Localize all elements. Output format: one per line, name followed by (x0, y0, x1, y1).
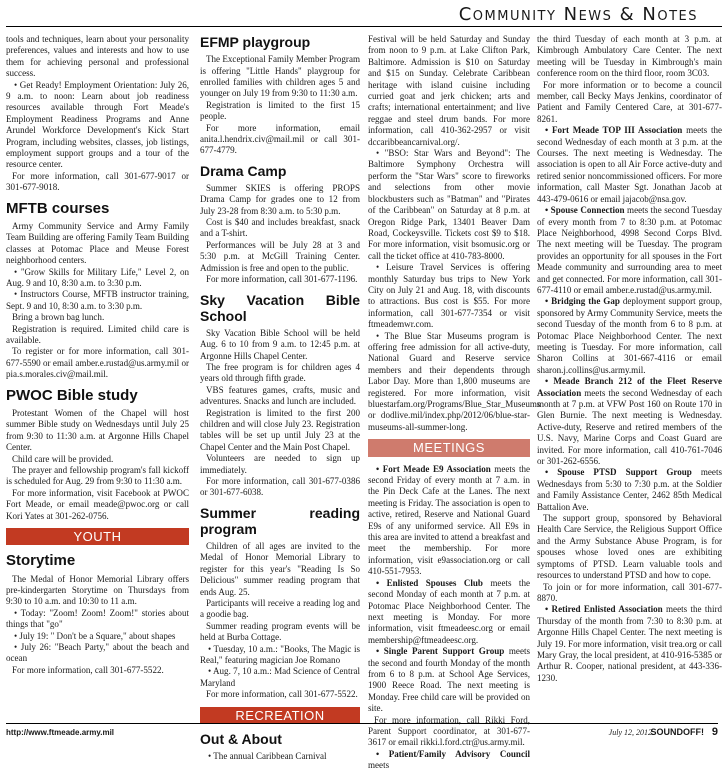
meeting-name: • Spouse PTSD Support Group (545, 467, 692, 478)
article-text: Summer reading program events will be held at Burba Cottage. (200, 620, 360, 643)
meeting-name: • Single Parent Support Group (376, 646, 505, 657)
article-text: For more information, visit Facebook at PWOC Fort Meade, or email meade@pwoc.org or call Kori Yates at 301-262-0756. (6, 487, 189, 521)
meeting-item (537, 205, 722, 296)
article-text: For more information, call 301-677-9017 or 301-677-9018. (6, 170, 189, 193)
heading-reading: Summer reading program (200, 504, 360, 537)
meeting-name: • Patient/Family Advisory Council (376, 748, 530, 759)
meeting-text: meets (368, 760, 390, 771)
article-text: VBS features games, crafts, music and adventures. Snacks and lunch are included. (200, 384, 360, 407)
article-text: Performances will be July 28 at 3 and 5:30 p.m. at McGill Training Center. Admission is free and open to the public. (200, 239, 360, 273)
meeting-item (537, 296, 722, 376)
article-text: The Exceptional Family Member Program is offering "Little Hands" playgroup for enrolled families with children ages 5 and younger on July 19 from 9:30 to 11:30 a.m. (200, 54, 360, 99)
masthead (0, 0, 728, 24)
article-text: Children of all ages are invited to the Medal of Honor Memorial Library to register for this year's "Reading Is So Delicious" summer reading program that ends Aug. 25. (200, 540, 360, 597)
meeting-text: meets the second Friday of every month at 7 a.m. in the Pin Deck Cafe at the Lanes. The next meeting is Friday. The association is open to active, retired, Reserve and National Guard E9s of any uniformed service. All E9s in this area are invited to attend a breakfast and meet the membership. For more information, visit e9association.org or call 410-551-7953. (368, 463, 530, 577)
section-bar-youth: YOUTH (6, 528, 189, 545)
meeting-text: meets Wednesdays from 5:30 to 7:30 p.m. at the Soldier and Family Assistance Center, 2462 85th Medical Battalion Ave. (537, 467, 722, 512)
article-text: Festival will be held Saturday and Sunday from noon to 9 p.m. at Lake Clifton Park, Baltimore. Admission is $10 on Saturday and $15 on Sunday. Celebrate Caribbean heritage with island cuisine including curried goat and jerk chicken; arts and crafts; international entertainment; and live reggae and steel drum bands. For more information, call 410-362-2957 or visit dccaribbeancarnival.org/. (368, 34, 530, 147)
heading-mftb: MFTB courses (6, 199, 110, 217)
article-text: For more information, call 301-677-0386 or 301-677-6038. (200, 475, 360, 498)
article-text: For more information, call Rikki Ford, Parent Support coordinator, at 301-677-3617 or email rikki.l.ford.ctr@us.army.mil. (368, 714, 530, 748)
meeting-name: • Enlisted Spouses Club (376, 577, 483, 588)
article-text: Registration is limited to the first 200 children and will close July 23. Registration tables will be set up until July 23 at the Chapel Center and the Main Post Chapel. (200, 407, 360, 452)
heading-storytime: Storytime (6, 552, 76, 570)
article-text: Child care will be provided. (12, 453, 114, 464)
article-text: For more information, email anita.l.hendrix.civ@mail.mil or call 301-677-4779. (200, 122, 360, 156)
article-text: Sky Vacation Bible School will be held Aug. 6 to 10 from 9 a.m. to 12:45 p.m. at Argonne Hills Chapel Center. (200, 327, 360, 361)
article-text: Participants will receive a reading log and a goodie bag. (200, 598, 360, 620)
article-text: Army Community Service and Army Family Team Building are offering Family Team Building classes at Potomac Place and Meuse Forest neighborhood centers. (6, 220, 189, 266)
meeting-text: meets the second and fourth Monday of the month from 6 to 8 p.m. at School Age Services, 1900 Reece Road. The next meeting is Monday. Free child care will be provided on site. (368, 646, 530, 714)
meeting-name: • Spouse Connection (545, 205, 625, 216)
meeting-item (537, 467, 722, 513)
meeting-text: meets the second Tuesday of every month from 7 to 8:30 p.m. at Potomac Place Neighborhood, 4998 Second Corps Blvd. The next meeting will be Tuesday. The program provides an opportunity for all spouses in the Fort Meade community and surrounding area to meet and get connected. For more information, call 301-677-4110 or email amber.e.rustad@us.army.mil. (537, 205, 723, 295)
website-link[interactable]: http://www.ftmeade.army.mil (6, 728, 115, 737)
section-bar-recreation: RECREATION (200, 707, 360, 724)
article-text: The support group, sponsored by Behavioral Health Care Service, the Religious Support Office and the Army Substance Abuse Program, is for spouses whose loved ones are exhibiting symptoms of PTSD. Learn valuable tools and resources to understand PTSD and how to cope. (537, 513, 722, 581)
article-text: Volunteers are needed to sign up immediately. (200, 453, 360, 475)
article-text: • Get Ready! Employment Orientation: July 26, 9 a.m. to noon: Learn about job readiness resources available through Fort Meade's Employment Readiness Programs and Anne Arundel Workforce Development's Kick Start Program, including websites, classes, job listings, employment support groups and a tour of the resource center. (6, 79, 189, 170)
article-text: Registration is required. Limited child care is available. (6, 323, 189, 345)
article-text: For more information, call 301-677-5522. (12, 664, 164, 675)
meeting-name: • Fort Meade TOP III Association (545, 125, 683, 136)
meeting-item (368, 646, 530, 714)
article-text: Cost is $40 and includes breakfast, snack and a T-shirt. (200, 217, 360, 239)
heading-efmp: EFMP playgroup (200, 34, 311, 50)
heading-drama: Drama Camp (200, 162, 287, 179)
heading-vbs: Sky Vacation Bible School (200, 291, 360, 324)
column-1 (6, 34, 189, 724)
meeting-item (537, 604, 722, 684)
section-title: Community News & Notes (458, 4, 698, 25)
article-text: To join or for more information, call 301-677-8870. (537, 581, 722, 603)
meeting-item (537, 125, 722, 205)
article-text: • July 26: "Beach Party," about the beach and ocean (6, 642, 189, 664)
meeting-item (368, 749, 530, 772)
article-text: • July 19: " Don't be a Square," about shapes (14, 630, 176, 641)
article-text: • "BSO: Star Wars and Beyond": The Baltimore Symphony Orchestra will perform the "Star Wars" score to fireworks and selections from other movie blockbusters such as "Batman" and "Pirates of the Caribbean" on Saturday at 8 p.m. at Oregon Ridge Park, 13401 Beaver Dam Road, Cockeysville. Tickets cost $9 to $18. For more information, visit bsomusic.org or call the ticket office at 410-783-8000. (368, 148, 530, 261)
column-3 (368, 34, 541, 771)
article-text: To register or for more information, call 301-677-5590 or email amber.e.rustad@us.army.mil or pia.s.morales.civ@mail.mil. (6, 346, 189, 380)
article-text: • The Blue Star Museums program is offering free admission for all active-duty, National Guard and Reserve service members and their dependents through Labor Day. More than 1,800 museums are registered. For more information, visit bluestarfam.org/Programs/Blue_Star_Museums or dodlive.mil/index.php/2012/06/blue-star-museums-all-summer-long. (368, 330, 541, 432)
meeting-text: meets the third Thursday of the month from 7:30 to 8:30 p.m. at Argonne Hills Chapel Center. The next meeting is July 19. For more information, visit trea.org or call Mary Gray, the local president, at 410-916-5385 or Arthur R. Cooper, national president, at 443-336-1230. (537, 604, 722, 683)
article-text: The prayer and fellowship program's fall kickoff is scheduled for Aug. 29 from 9:30 to 11:30 a.m. (6, 464, 189, 487)
masthead-rule (6, 26, 722, 27)
meeting-item (368, 464, 530, 578)
article-text: Bring a brown bag lunch. (12, 312, 105, 323)
section-bar-meetings: MEETINGS (368, 439, 530, 456)
publication-name: SOUNDOFF! (650, 727, 704, 737)
meeting-name: • Bridging the Gap (545, 296, 620, 307)
heading-outabout: Out & About (200, 731, 282, 748)
article-text: • Leisure Travel Services is offering monthly Saturday bus trips to New York City on July 21 and Aug. 18, with discounts to attractions. Bus cost is $55. For more information, call 301-677-7354 or visit ftmeademwr.com. (368, 262, 530, 330)
article-text: tools and techniques, learn about your personality preferences, values and interests and how to use them for achieving personal and professional success. (6, 34, 189, 79)
article-text: • Tuesday, 10 a.m.: "Books, The Magic is Real," featuring magician Joe Romano (200, 643, 360, 666)
article-text: • "Grow Skills for Military Life," Level 2, on Aug. 9 and 10, 8:30 a.m. to 3:30 p.m. (6, 266, 189, 288)
page-footer (6, 723, 718, 746)
meeting-item (537, 376, 722, 467)
meeting-text: meets the second Monday of each month at 7 p.m. at Potomac Place Neighborhood Center. The next meeting is Monday. For more information, visit ftmeadeesc.org or email membership@ftmeadeesc.org. (368, 577, 530, 645)
article-text: • Today: "Zoom! Zoom! Zoom!" stories about things that "go" (6, 607, 189, 630)
article-text: the third Tuesday of each month at 3 p.m. at Kimbrough Ambulatory Care Center. The next meeting will be Tuesday in Kimbrough's main conference room on the third floor, room 3C03. (537, 34, 722, 79)
meeting-name: • Retired Enlisted Association (545, 604, 663, 615)
column-2 (200, 34, 360, 762)
meeting-text: meets the second Wednesday of each month at 3 p.m. at the Courses. The next meeting is Wednesday. The association is open to all Air Force active-duty and retired senior noncommissioned officers. For more information, call Master Sgt. Jonathan Jacob at 443-479-0616 or email jajacob@nsa.gov. (537, 125, 722, 204)
article-text: The Medal of Honor Memorial Library offers pre-kindergarten Storytime on Thursdays from 9:30 to 10 a.m. and 10:30 to 11 a.m. (6, 573, 189, 607)
page-number: 9 (711, 726, 718, 738)
article-text: For more information, call 301-677-5522. (206, 689, 358, 700)
meeting-name: • Fort Meade E9 Association (376, 463, 491, 474)
meeting-item (368, 578, 530, 646)
article-text: • Aug. 7, 10 a.m.: Mad Science of Central Maryland (200, 666, 360, 688)
article-text: Summer SKIES is offering PROPS Drama Camp for grades one to 12 from July 23-28 from 8:30 a.m. to 5:30 p.m. (200, 182, 360, 216)
article-text: For more information or to become a council member, call Becky Mays Jenkins, coordinator of Patient and Family Centered Care, at 301-677-8261. (537, 79, 722, 124)
heading-pwoc: PWOC Bible study (6, 386, 138, 404)
article-text: • The annual Caribbean Carnival (208, 751, 327, 762)
article-text: Protestant Women of the Chapel will host summer Bible study on Wednesdays until July 25 from 9:30 to 11:30 a.m. at Argonne Hills Chapel Center. (6, 407, 189, 453)
issue-date: July 12, 2012 (608, 728, 652, 737)
article-text: Registration is limited to the first 15 people. (200, 99, 360, 122)
article-text: The free program is for children ages 4 years old through fifth grade. (200, 361, 360, 384)
meeting-text: meets the second Wednesday of each month at 7 p.m. at VFW Post 160 on Route 170 in Glen Burnie. The next meeting is Wednesday. Active-duty, Reserve and retired members of the U.S. Navy, Marine Corps and Coast Guard are invited. For more information, call 410-761-7046 or 301-262-6556. (537, 387, 722, 467)
article-text: For more information, call 301-677-1196. (206, 274, 358, 285)
meeting-text: deployment support group, sponsored by Army Community Service, meets the second Tuesday of the month from 6 to 8 p.m. at Potomac Place Neighborhood Center. The next meeting is Tuesday. For more information, call Sharon Collins at 301-667-4116 or email sharon.j.collins@us.army.mil. (537, 296, 722, 375)
meeting-name: • Meade Branch 212 of the Fleet Reserve Association (537, 376, 722, 398)
column-4 (537, 34, 722, 724)
article-text: • Instructors Course, MFTB instructor training, Sept. 9 and 10, 8:30 a.m. to 3:30 p.m. (6, 289, 189, 311)
